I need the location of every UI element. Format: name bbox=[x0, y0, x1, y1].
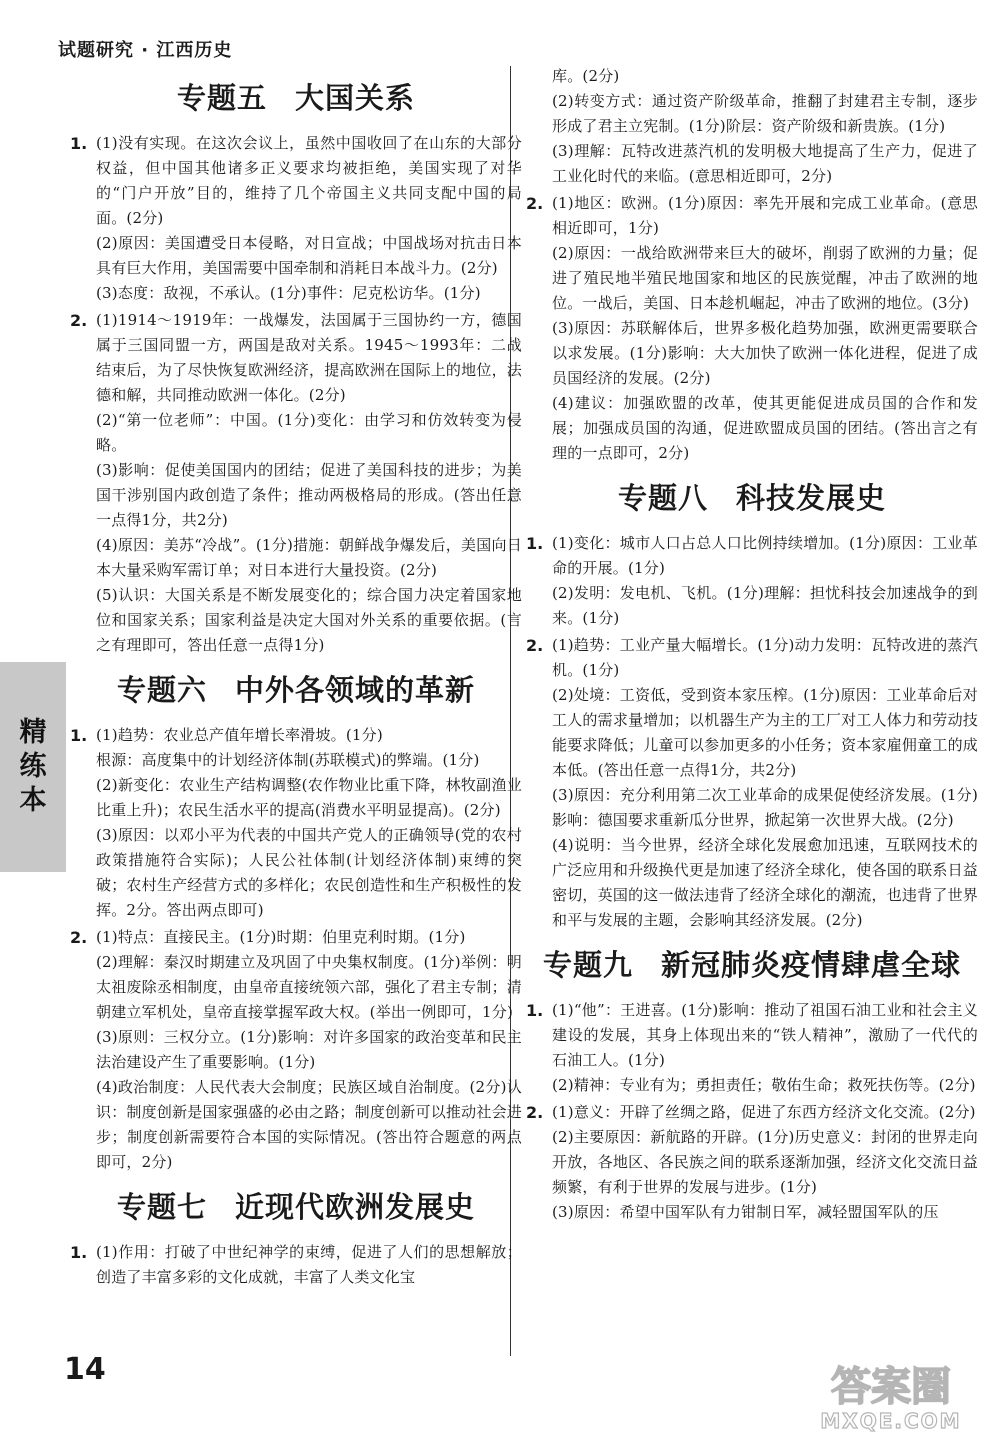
answer-text: (1)1914～1919年：一战爆发，法国属于三国协约一方，德国属于三国同盟一方，两国是敌对关系。1945～1993年：二战结束后，为了尽快恢复欧洲经济，提高欧洲在国际上的地位，法德和解，共同推动欧洲一体化。(2分) bbox=[96, 311, 522, 404]
answer-text: (2)“第一位老师”：中国。(1分)变化：由学习和仿效转变为侵略。 bbox=[96, 411, 522, 454]
answer-text: (2)新变化：农业生产结构调整(农作物业比重下降，林牧副渔业比重上升)；农民生活水平的提高(消费水平明显提高)。(2分) bbox=[96, 776, 522, 819]
question-item bbox=[526, 64, 978, 189]
answer-text: (3)原因：希望中国军队有力钳制日军，减轻盟国军队的压 bbox=[552, 1203, 939, 1221]
question-item bbox=[70, 1240, 522, 1290]
answer-text: (4)说明：当今世界，经济全球化发展愈加迅速，互联网技术的广泛应用和升级换代更是加速了经济全球化，使各国的联系日益密切，英国的这一做法违背了经济全球化的潮流，也违背了世界和平与发展的主题，会影响其经济发展。(2分) bbox=[552, 836, 978, 929]
section-title bbox=[70, 668, 522, 709]
section-name: 近现代欧洲发展史 bbox=[235, 1190, 476, 1224]
question-number: 1. bbox=[70, 1243, 88, 1262]
section-number: 专题九 bbox=[542, 948, 633, 982]
section-name: 中外各领域的革新 bbox=[235, 673, 476, 707]
answer-text: (2)转变方式：通过资产阶级革命，推翻了封建君主专制，逐步形成了君主立宪制。(1分)阶层：资产阶级和新贵族。(1分) bbox=[552, 92, 978, 135]
question-item bbox=[70, 723, 522, 923]
answer-text: (1)“他”：王进喜。(1分)影响：推动了祖国石油工业和社会主义建设的发展，其身上体现出来的“铁人精神”，激励了一代代的石油工人。(1分) bbox=[552, 1001, 978, 1069]
question-number: 1. bbox=[526, 1001, 544, 1020]
section-number: 专题七 bbox=[116, 1190, 207, 1224]
section-title bbox=[70, 1185, 522, 1226]
question-item bbox=[526, 531, 978, 631]
answer-text: (1)作用：打破了中世纪神学的束缚，促进了人们的思想解放；创造了丰富多彩的文化成就，丰富了人类文化宝 bbox=[96, 1243, 522, 1286]
side-tab-char: 精 bbox=[19, 717, 47, 748]
section-title bbox=[70, 76, 522, 117]
answer-text: (4)政治制度：人民代表大会制度；民族区域自治制度。(2分)认识：制度创新是国家强盛的必由之路；制度创新可以推动社会进步；制度创新需要符合本国的实际情况。(答出符合题意的两点即可，2分) bbox=[96, 1078, 522, 1171]
question-item bbox=[526, 633, 978, 933]
answer-text: (2)发明：发电机、飞机。(1分)理解：担忧科技会加速战争的到来。(1分) bbox=[552, 584, 978, 627]
watermark-bottom-text: MXQE.COM bbox=[820, 1409, 962, 1433]
watermark-logo bbox=[802, 1354, 980, 1434]
question-item bbox=[526, 191, 978, 466]
answer-text: (1)趋势：农业总产值年增长率滑坡。(1分) bbox=[96, 726, 383, 744]
answer-text: (1)地区：欧洲。(1分)原因：率先开展和完成工业革命。(意思相近即可，1分) bbox=[552, 194, 978, 237]
right-column bbox=[526, 64, 978, 1354]
side-tab bbox=[0, 662, 66, 872]
question-number: 2. bbox=[70, 311, 88, 330]
header-label: 试题研究 · 江西历史 bbox=[58, 40, 233, 61]
question-number: 2. bbox=[526, 194, 544, 213]
answer-text: (1)意义：开辟了丝绸之路，促进了东西方经济文化交流。(2分) bbox=[552, 1103, 976, 1121]
question-item bbox=[526, 998, 978, 1098]
answer-text: (3)原因：苏联解体后，世界多极化趋势加强，欧洲更需要联合以求发展。(1分)影响：大大加快了欧洲一体化进程，促进了成员国经济的发展。(2分) bbox=[552, 319, 978, 387]
section-name: 新冠肺炎疫情肆虐全球 bbox=[661, 948, 962, 982]
answer-text: (3)态度：敌视，不承认。(1分)事件：尼克松访华。(1分) bbox=[96, 284, 481, 302]
section-title bbox=[526, 943, 978, 984]
answer-text: (5)认识：大国关系是不断发展变化的；综合国力决定着国家地位和国家关系；国家利益是决定大国对外关系的重要依据。(言之有理即可，答出任意一点得1分) bbox=[96, 586, 522, 654]
section-number: 专题六 bbox=[116, 673, 207, 707]
side-tab-char: 本 bbox=[19, 785, 47, 816]
answer-text: (2)理解：秦汉时期建立及巩固了中央集权制度。(1分)举例：明太祖废除丞相制度，由皇帝直接统领六部，强化了君主专制；清朝建立军机处，皇帝直接掌握军政大权。(举出一例即可，1分) bbox=[96, 953, 522, 1021]
answer-text: (3)影响：促使美国国内的团结；促进了美国科技的进步；为美国干涉别国内政创造了条件；推动两极格局的形成。(答出任意一点得1分，共2分) bbox=[96, 461, 522, 529]
answer-text: (2)原因：一战给欧洲带来巨大的破坏，削弱了欧洲的力量；促进了殖民地半殖民地国家和地区的民族觉醒，冲击了欧洲的地位。一战后，美国、日本趁机崛起，冲击了欧洲的地位。(3分) bbox=[552, 244, 978, 312]
question-number: 2. bbox=[526, 1103, 544, 1122]
section-name: 大国关系 bbox=[295, 81, 416, 115]
question-number: 1. bbox=[70, 134, 88, 153]
answer-text: (3)理解：瓦特改进蒸汽机的发明极大地提高了生产力，促进了工业化时代的来临。(意思相近即可，2分) bbox=[552, 142, 978, 185]
answer-text: (3)原则：三权分立。(1分)影响：对许多国家的政治变革和民主法治建设产生了重要影响。(1分) bbox=[96, 1028, 522, 1071]
section-number: 专题五 bbox=[176, 81, 267, 115]
question-item bbox=[526, 1100, 978, 1225]
question-item bbox=[70, 308, 522, 658]
left-column bbox=[70, 66, 522, 1356]
answer-text: (1)趋势：工业产量大幅增长。(1分)动力发明：瓦特改进的蒸汽机。(1分) bbox=[552, 636, 978, 679]
answer-text: 根源：高度集中的计划经济体制(苏联模式)的弊端。(1分) bbox=[96, 751, 480, 769]
answer-text: (1)变化：城市人口占总人口比例持续增加。(1分)原因：工业革命的开展。(1分) bbox=[552, 534, 978, 577]
answer-text: (4)原因：美苏“冷战”。(1分)措施：朝鲜战争爆发后，美国向日本大量采购军需订单；对日本进行大量投资。(2分) bbox=[96, 536, 522, 579]
watermark-top-text: 答案圈 bbox=[831, 1364, 951, 1410]
answer-text: (2)原因：美国遭受日本侵略，对日宣战；中国战场对抗击日本具有巨大作用，美国需要中国牵制和消耗日本战斗力。(2分) bbox=[96, 234, 522, 277]
question-item bbox=[70, 131, 522, 306]
question-number: 1. bbox=[70, 726, 88, 745]
answer-text: (2)精神：专业有为；勇担责任；敬佑生命；救死扶伤等。(2分) bbox=[552, 1076, 976, 1094]
answer-text: (1)特点：直接民主。(1分)时期：伯里克利时期。(1分) bbox=[96, 928, 466, 946]
section-name: 科技发展史 bbox=[736, 481, 887, 515]
question-number: 1. bbox=[526, 534, 544, 553]
answer-text: (4)建议：加强欧盟的改革，使其更能促进成员国的合作和发展；加强成员国的沟通，促进欧盟成员国的团结。(答出言之有理的一点即可，2分) bbox=[552, 394, 978, 462]
page-number: 14 bbox=[64, 1352, 106, 1387]
answer-text: (2)处境：工资低，受到资本家压榨。(1分)原因：工业革命后对工人的需求量增加；以机器生产为主的工厂对工人体力和劳动技能要求降低；儿童可以参加更多的小任务；资本家雇佣童工的成本低。(答出任意一点得1分，共2分) bbox=[552, 686, 978, 779]
section-title bbox=[526, 476, 978, 517]
section-number: 专题八 bbox=[617, 481, 708, 515]
question-number: 2. bbox=[70, 928, 88, 947]
question-number: 2. bbox=[526, 636, 544, 655]
answer-text: (3)原因：充分利用第二次工业革命的成果促使经济发展。(1分)影响：德国要求重新瓜分世界，掀起第一次世界大战。(2分) bbox=[552, 786, 978, 829]
answer-text: (2)主要原因：新航路的开辟。(1分)历史意义：封闭的世界走向开放，各地区、各民族之间的联系逐渐加强，经济文化交流日益频繁，有利于世界的发展与进步。(1分) bbox=[552, 1128, 978, 1196]
side-tab-char: 练 bbox=[19, 751, 47, 782]
answer-text: (3)原因：以邓小平为代表的中国共产党人的正确领导(党的农村政策措施符合实际)；人民公社体制(计划经济体制)束缚的突破；农村生产经营方式的多样化；农民创造性和生产积极性的发挥。2分。答出两点即可) bbox=[96, 826, 522, 919]
answer-text: (1)没有实现。在这次会议上，虽然中国收回了在山东的大部分权益，但中国其他诸多正义要求均被拒绝，美国实现了对华的“门户开放”目的，维持了几个帝国主义共同支配中国的局面。(2分) bbox=[96, 134, 522, 227]
answer-text: 库。(2分) bbox=[552, 67, 620, 85]
question-item bbox=[70, 925, 522, 1175]
